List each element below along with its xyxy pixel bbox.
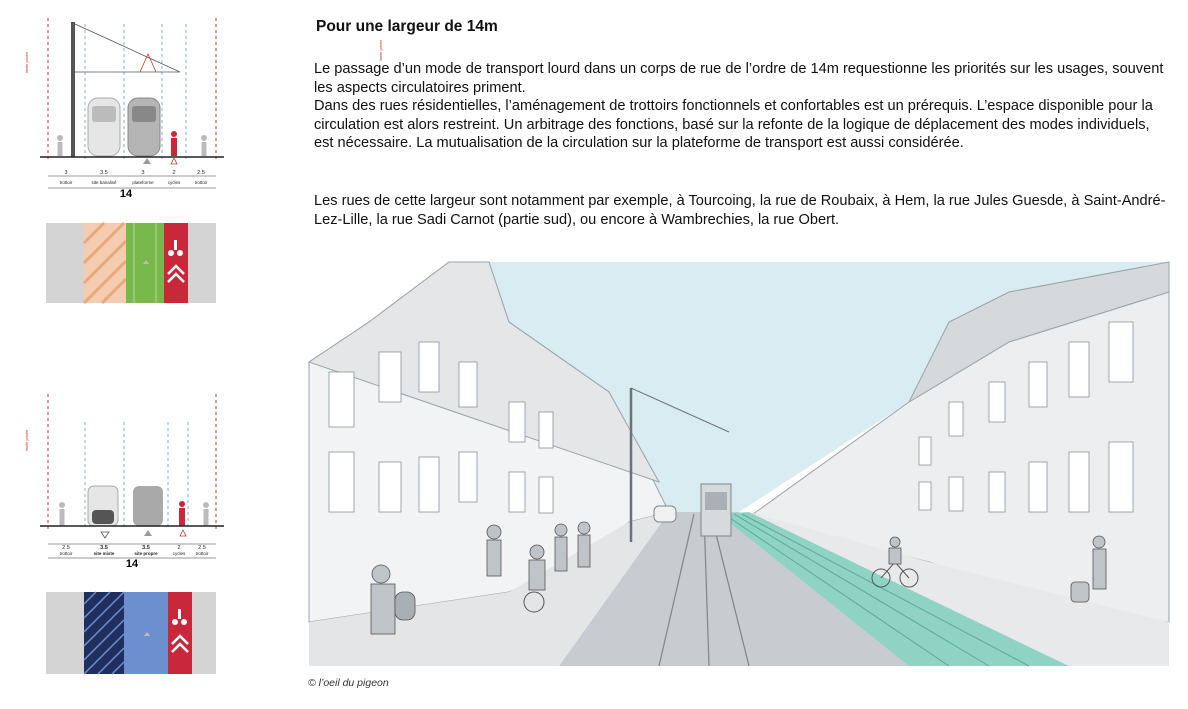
segment-width: 2.5	[62, 545, 70, 551]
segment-label: plateforme	[132, 180, 154, 185]
pedestrian-icon	[59, 502, 65, 526]
image-credit: © l’oeil du pigeon	[308, 677, 389, 689]
segment-label: cycles	[172, 551, 186, 556]
property-label-right: limite privée	[378, 39, 383, 61]
segment-width: 2	[177, 545, 181, 551]
segment-width: 2.5	[198, 545, 206, 551]
page-heading: Pour une largeur de 14m	[316, 18, 498, 35]
plan-view-top	[46, 223, 216, 303]
pedestrian-icon	[203, 502, 209, 526]
segment-label: trottoir	[195, 551, 209, 556]
tram-vehicle	[701, 484, 731, 536]
segment-width: 3.5	[100, 545, 108, 551]
paragraph: Le passage d’un mode de transport lourd dans un corps de rue de l’ordre de 14m requestionne les priorités sur les usages, souvent les aspects circulatoires priment.	[314, 61, 1164, 96]
segment-label: site propre	[134, 551, 158, 556]
pedestrian-icon	[57, 135, 63, 156]
segment-label: trottoir	[59, 180, 73, 185]
segment-label: trottoir	[59, 551, 73, 556]
paragraph: Dans des rues résidentielles, l’aménagement de trottoirs fonctionnels et confortables est un prérequis. L’espace disponible pour la circulation est alors restreint. Un arbitrage des fonctions, basé sur la refonte de la logique de déplacement des modes individuels, est nécessaire. La mutualisation de la circulation sur la plateforme de transport est aussi considérée.	[314, 98, 1153, 152]
segment-width: 3.5	[100, 170, 108, 176]
examples-paragraph: Les rues de cette largeur sont notamment par exemple, à Tourcoing, la rue de Roubaix, à Hem, la rue Jules Guesde, à Saint-André-Lez-Lille, la rue Sadi Carnot (partie sud), ou encore à Wambrechies, la rue Obert.	[314, 193, 1166, 228]
total-width: 14	[119, 188, 133, 200]
pedestrian-icon	[201, 135, 207, 156]
catenary-pole	[71, 22, 75, 157]
cross-section-top	[24, 14, 383, 306]
car-icon	[92, 510, 114, 524]
segment-width: 3	[141, 170, 145, 176]
segment-label: site banalisé	[91, 180, 117, 185]
cross-section-bottom	[24, 392, 230, 678]
cyclist-icon	[171, 131, 177, 156]
segment-width: 2.5	[197, 170, 205, 176]
segment-width: 3.5	[142, 545, 150, 551]
street-illustration	[309, 262, 1169, 666]
segment-label: site mixte	[93, 551, 115, 556]
plan-view-bottom	[46, 592, 216, 674]
cyclist-icon	[179, 501, 185, 526]
segment-label: trottoir	[194, 180, 208, 185]
property-label-left: limite privée	[24, 429, 29, 451]
segment-width: 2	[172, 170, 176, 176]
segment-width: 3	[64, 170, 68, 176]
property-label-left: limite privée	[24, 51, 29, 73]
intro-text	[314, 60, 1170, 153]
segment-label: cycles	[167, 180, 181, 185]
total-width: 14	[125, 558, 139, 570]
car	[654, 506, 676, 522]
